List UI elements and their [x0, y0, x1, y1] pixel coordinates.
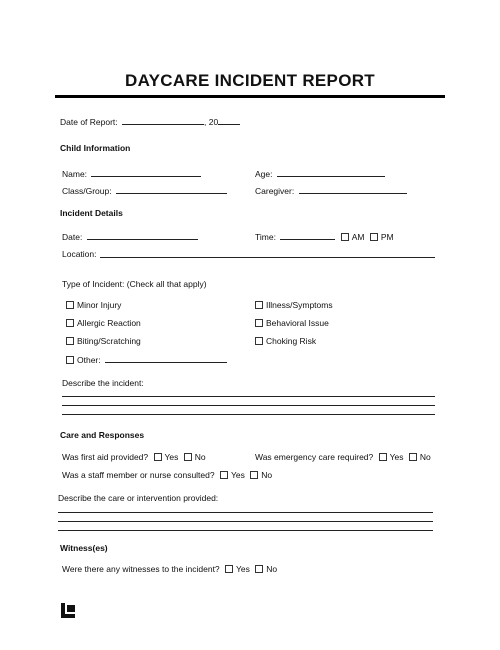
type-illness-symptoms[interactable]: [255, 300, 333, 310]
type-minor-injury-label: Minor Injury: [77, 300, 122, 310]
checkbox-icon[interactable]: [255, 337, 263, 345]
title-divider: [55, 95, 445, 98]
type-choking-risk-label: Choking Risk: [266, 336, 317, 346]
first-aid-label: Was first aid provided?: [62, 452, 149, 462]
caregiver-field[interactable]: [299, 185, 407, 194]
type-allergic-reaction[interactable]: [66, 318, 141, 328]
age-row: [255, 168, 385, 179]
checkbox-icon[interactable]: [66, 337, 74, 345]
witnesses-question: Were there any witnesses to the incident?: [62, 564, 220, 574]
witnesses-yes-label: Yes: [236, 564, 250, 574]
type-choking-risk[interactable]: [255, 336, 316, 346]
staff-consulted-label: Was a staff member or nurse consulted?: [62, 470, 215, 480]
emergency-yes-label: Yes: [389, 452, 404, 462]
emergency-row: [255, 452, 431, 462]
name-row: [62, 168, 201, 179]
incident-date-row: [62, 231, 198, 242]
first-aid-row: [62, 452, 206, 462]
date-of-report-label: Date of Report:: [60, 117, 118, 127]
page-title: DAYCARE INCIDENT REPORT: [125, 71, 375, 90]
type-behavioral-issue-label: Behavioral Issue: [266, 318, 329, 328]
checkbox-icon[interactable]: [66, 319, 74, 327]
incident-describe-line-2[interactable]: [62, 405, 435, 406]
first-aid-no-checkbox[interactable]: [184, 453, 192, 461]
date-of-report-year-prefix: , 20: [204, 117, 219, 127]
emergency-yes-checkbox[interactable]: [379, 453, 387, 461]
type-illness-symptoms-label: Illness/Symptoms: [266, 300, 333, 310]
incident-time-row: [255, 231, 394, 242]
care-describe-label: Describe the care or intervention provided:: [58, 493, 219, 503]
first-aid-yes-label: Yes: [164, 452, 179, 462]
checkbox-icon[interactable]: [66, 301, 74, 309]
witnesses-no-label: No: [266, 564, 278, 574]
class-field[interactable]: [116, 185, 227, 194]
age-field[interactable]: [277, 168, 385, 177]
incident-heading: Incident Details: [60, 208, 123, 218]
staff-yes-label: Yes: [230, 470, 245, 480]
first-aid-no-label: No: [194, 452, 206, 462]
location-label: Location:: [62, 249, 97, 259]
staff-no-label: No: [261, 470, 273, 480]
type-other-label: Other:: [77, 355, 101, 365]
emergency-no-checkbox[interactable]: [409, 453, 417, 461]
caregiver-label: Caregiver:: [255, 186, 295, 196]
pm-label: PM: [380, 232, 394, 242]
incident-time-label: Time:: [255, 232, 276, 242]
emergency-no-label: No: [419, 452, 431, 462]
class-label: Class/Group:: [62, 186, 112, 196]
type-biting-scratching[interactable]: [66, 336, 141, 346]
incident-describe-line-1[interactable]: [62, 396, 435, 397]
name-field[interactable]: [91, 168, 201, 177]
checkbox-icon[interactable]: [255, 301, 263, 309]
care-describe-line-1[interactable]: [58, 512, 433, 513]
am-label: AM: [351, 232, 365, 242]
document-logo-icon: [61, 603, 75, 618]
witnesses-no-checkbox[interactable]: [255, 565, 263, 573]
care-heading: Care and Responses: [60, 430, 145, 440]
date-of-report-year-field[interactable]: [218, 116, 240, 125]
type-other[interactable]: [66, 354, 227, 365]
location-field[interactable]: [100, 257, 435, 258]
name-label: Name:: [62, 169, 88, 179]
caregiver-row: [255, 185, 407, 196]
incident-date-field[interactable]: [87, 231, 198, 240]
incident-describe-label: Describe the incident:: [62, 378, 144, 388]
type-minor-injury[interactable]: [66, 300, 121, 310]
am-checkbox[interactable]: [341, 233, 349, 241]
class-row: [62, 185, 227, 196]
incident-time-field[interactable]: [280, 231, 335, 240]
staff-yes-checkbox[interactable]: [220, 471, 228, 479]
incident-date-label: Date:: [62, 232, 83, 242]
care-describe-line-2[interactable]: [58, 521, 433, 522]
date-of-report-row: [60, 116, 240, 127]
type-other-field[interactable]: [105, 354, 227, 363]
age-label: Age:: [255, 169, 273, 179]
staff-consulted-row: [62, 470, 272, 480]
incident-type-label: Type of Incident: (Check all that apply): [62, 279, 207, 289]
checkbox-icon[interactable]: [66, 356, 74, 364]
pm-checkbox[interactable]: [370, 233, 378, 241]
emergency-label: Was emergency care required?: [255, 452, 374, 462]
date-of-report-field[interactable]: [122, 116, 204, 125]
child-info-heading: Child Information: [60, 143, 131, 153]
staff-no-checkbox[interactable]: [250, 471, 258, 479]
type-behavioral-issue[interactable]: [255, 318, 329, 328]
location-row: [62, 249, 97, 259]
care-describe-line-3[interactable]: [58, 530, 433, 531]
witnesses-heading: Witness(es): [60, 543, 108, 553]
witnesses-row: [62, 564, 277, 574]
type-allergic-reaction-label: Allergic Reaction: [77, 318, 141, 328]
witnesses-yes-checkbox[interactable]: [225, 565, 233, 573]
checkbox-icon[interactable]: [255, 319, 263, 327]
type-biting-scratching-label: Biting/Scratching: [77, 336, 141, 346]
incident-describe-line-3[interactable]: [62, 414, 435, 415]
first-aid-yes-checkbox[interactable]: [154, 453, 162, 461]
